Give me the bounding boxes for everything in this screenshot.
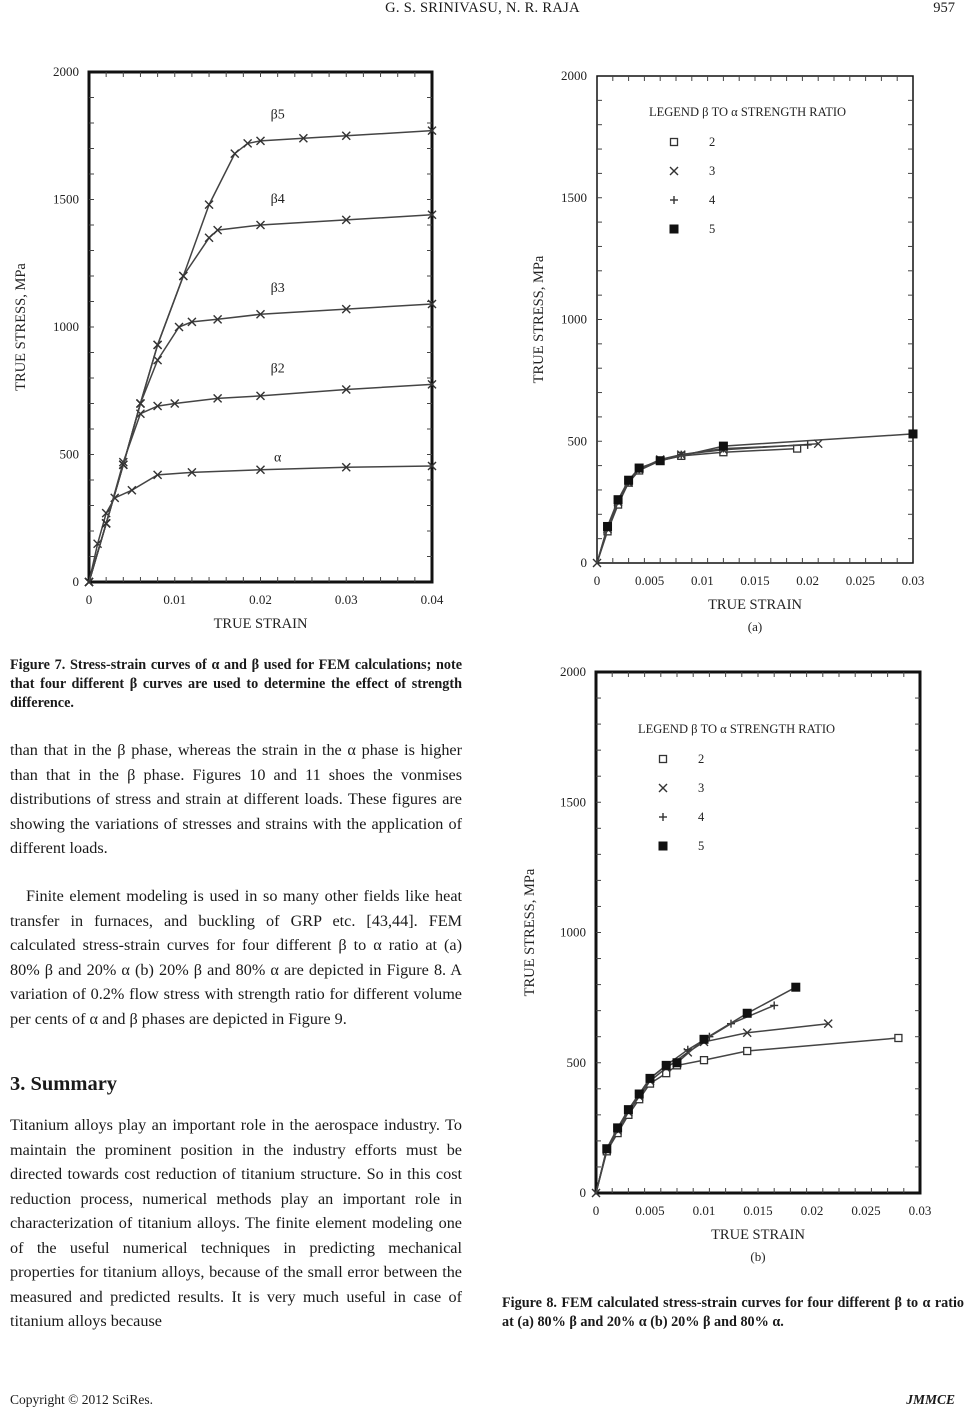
fig8b-legend-label-5: 5 (698, 839, 705, 853)
fig8a-x-tick-label: 0.015 (740, 573, 770, 588)
fig8a-point-5 (635, 464, 643, 472)
fig7-y-axis-label: TRUE STRESS, MPa (13, 263, 29, 391)
figure-7-caption-text: Stress-strain curves of α and β used for FEM calculations; note that four different β curves are used to determine the effect of strength difference. (10, 657, 463, 711)
fig8b-y-tick-label: 500 (566, 1054, 586, 1070)
fig8a-legend-title: LEGEND β TO α STRENGTH RATIO (649, 105, 847, 119)
fig8a-y-tick-label: 1500 (561, 189, 587, 205)
fig8b-point-5 (624, 1106, 632, 1114)
fig8b-legend-label-2: 2 (698, 752, 705, 766)
figure-8-caption (502, 1294, 964, 1332)
footer-copyright: Copyright © 2012 SciRes. (10, 1392, 154, 1407)
section-heading-summary: 3. Summary (10, 1073, 118, 1095)
fig8b-x-tick-label: 0 (592, 1203, 600, 1218)
page-number: 957 (933, 0, 955, 16)
fig8b-point-5 (646, 1074, 654, 1082)
fig8b-y-tick-label: 2000 (560, 664, 586, 679)
fig7-series-label-β3: β3 (270, 281, 285, 297)
fig8b-legend-title: LEGEND β TO α STRENGTH RATIO (638, 722, 836, 736)
fig8a-y-tick-label: 1000 (561, 311, 587, 327)
fig8a-y-axis-label: TRUE STRESS, MPa (531, 255, 547, 384)
fig7-y-tick-label: 500 (59, 446, 79, 462)
fig8b-point-5 (700, 1035, 708, 1043)
fig8b-point-5 (603, 1145, 611, 1153)
fig8a-x-tick-label: 0.025 (845, 573, 875, 588)
fig7-x-tick-label: 0 (85, 592, 93, 607)
figure-7-chart (5, 52, 450, 640)
fig8a-legend-marker-2 (671, 139, 678, 146)
fig8b-point-5 (662, 1061, 670, 1069)
fig8a-point-5 (656, 457, 664, 465)
fig8b-legend-marker-2 (660, 756, 667, 763)
fig8b-point-5 (614, 1124, 622, 1132)
fig7-y-tick-label: 0 (72, 574, 79, 589)
body-paragraph-3: Titanium alloys play an important role in the aerospace industry. To maintain the prominent position in the industry efforts must be directed towards cost reduction of titanium structure. So in this cost reduction process, numerical methods play an important role in characterization of titanium alloys. The finite element modeling one of the useful numerical techniques in predicting mechanical properties for titanium alloys, because of the small error between the measured and predicted results. It is very much useful in case of titanium alloys because (10, 1116, 462, 1330)
figure-8a-chart (517, 58, 947, 650)
fig8a-legend-label-4: 4 (709, 193, 716, 207)
body-paragraph-2: Finite element modeling is used in so many other fields like heat transfer in furnaces, and buckling of GRP etc. [43,44]. FEM calculated stress-strain curves for four different β to α ratio at (a) 80% β and 20% α (b) 20% β and 80% α are depicted in Figure 8. A variation of 0.2% flow stress with strength ratio for different volume per cents of α and β phases are depicted in Figure 9. (10, 887, 462, 1028)
fig8b-point-2 (895, 1035, 902, 1042)
fig8a-x-tick-label: 0.03 (901, 573, 925, 588)
figure-8-caption-prefix: Figure 8. (502, 1295, 557, 1311)
fig8b-x-tick-label: 0.025 (851, 1203, 881, 1218)
fig8a-x-tick-label: 0.01 (690, 573, 714, 588)
fig7-plot-frame (89, 72, 432, 582)
fig7-x-tick-label: 0.02 (249, 592, 272, 607)
fig8a-legend-label-2: 2 (709, 135, 716, 149)
fig8b-point-2 (701, 1057, 708, 1064)
fig8a-point-5 (719, 442, 727, 450)
fig8b-point-5 (743, 1009, 751, 1017)
fig8a-y-tick-label: 0 (580, 555, 587, 570)
fig7-y-tick-label: 2000 (53, 64, 79, 79)
fig8b-x-tick-label: 0.005 (635, 1203, 665, 1218)
fig8b-y-tick-label: 0 (579, 1185, 586, 1200)
fig8a-y-tick-label: 500 (567, 433, 587, 449)
fig8b-point-2 (744, 1048, 751, 1055)
fig8a-x-axis-label: TRUE STRAIN (708, 597, 802, 613)
fig8b-y-tick-label: 1000 (560, 924, 586, 940)
fig8b-x-tick-label: 0.02 (800, 1203, 824, 1218)
fig8a-x-tick-label: 0 (593, 573, 601, 588)
fig7-series-label-β2: β2 (270, 361, 285, 377)
fig8b-y-axis-label: TRUE STRESS, MPa (522, 868, 538, 997)
fig7-series-label-α: α (273, 450, 282, 466)
figure-8b-chart (510, 660, 945, 1282)
figure-8-caption-text: FEM calculated stress-strain curves for four different β to α ratio at (a) 80% β and 20% α (b) 20% β and 80% α. (502, 1295, 964, 1330)
fig8b-point-5 (673, 1059, 681, 1067)
fig7-x-axis-label: TRUE STRAIN (213, 616, 308, 632)
fig7-y-tick-label: 1000 (53, 319, 79, 334)
fig8a-point-5 (625, 476, 633, 484)
fig7-y-tick-label: 1500 (53, 191, 79, 207)
fig8a-legend-label-5: 5 (709, 222, 716, 236)
fig8b-point-5 (792, 983, 800, 991)
fig8b-x-tick-label: 0.01 (692, 1203, 716, 1218)
fig8a-x-tick-label: 0.005 (635, 573, 665, 588)
fig8a-y-tick-label: 2000 (561, 68, 587, 83)
fig8b-x-tick-label: 0.03 (908, 1203, 932, 1218)
fig8a-legend-label-3: 3 (709, 164, 716, 178)
fig7-x-tick-label: 0.04 (420, 592, 444, 607)
fig8a-point-5 (909, 430, 917, 438)
fig7-x-tick-label: 0.03 (334, 592, 358, 607)
body-paragraph-1: than that in the β phase, whereas the strain in the α phase is higher than that in the β phase. Figures 10 and 11 shoes the vonmises distributions of stress and strain at different loads. These figures are showing the variations of stresses and strains with the application of different loads. (10, 741, 462, 857)
fig8a-point-5 (614, 496, 622, 504)
fig8a-x-tick-label: 0.02 (796, 573, 820, 588)
fig8b-x-tick-label: 0.015 (743, 1203, 773, 1218)
fig8b-point-5 (635, 1090, 643, 1098)
fig8a-point-5 (604, 522, 612, 530)
running-header-authors: G. S. SRINIVASU, N. R. RAJA (385, 0, 580, 16)
fig8b-plot-frame (596, 672, 920, 1193)
fig8a-legend-marker-5 (670, 225, 678, 233)
fig7-series-label-β4: β4 (270, 191, 285, 207)
fig8b-legend-marker-5 (659, 842, 667, 850)
fig8b-legend-label-3: 3 (698, 781, 705, 795)
fig7-series-label-β5: β5 (270, 107, 285, 123)
fig8b-x-axis-label: TRUE STRAIN (711, 1227, 805, 1243)
fig8b-legend-label-4: 4 (698, 810, 705, 824)
fig8b-panel-label: (b) (750, 1249, 766, 1264)
fig8a-panel-label: (a) (747, 619, 763, 634)
figure-7-caption-prefix: Figure 7. (10, 657, 66, 673)
footer-journal-name: JMMCE (906, 1392, 955, 1407)
figure-7-caption (10, 656, 462, 713)
fig8b-y-tick-label: 1500 (560, 794, 586, 810)
fig8a-plot-frame (597, 76, 913, 563)
fig7-x-tick-label: 0.01 (163, 592, 187, 607)
